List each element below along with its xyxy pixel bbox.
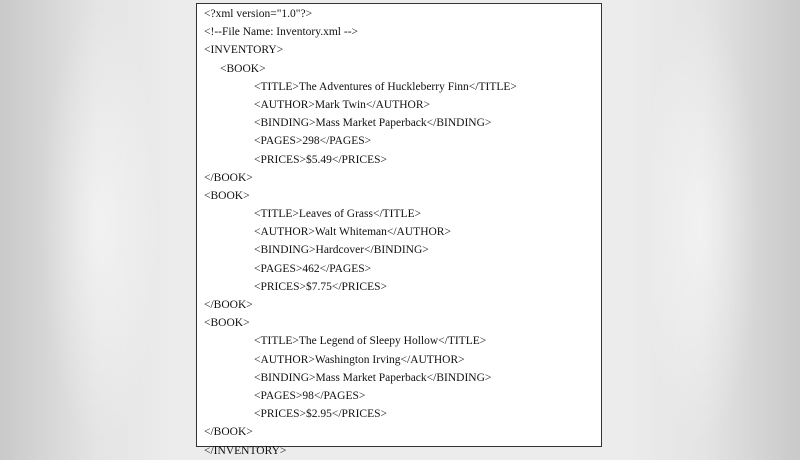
inventory-open-tag: <INVENTORY>	[204, 44, 284, 57]
book-open-tag: <BOOK>	[204, 189, 250, 202]
author-line: <AUTHOR>Walt Whiteman</AUTHOR>	[254, 226, 451, 239]
background-blur-left	[40, 0, 160, 450]
inventory-close-tag: </INVENTORY>	[204, 444, 287, 457]
pages-line: <PAGES>462</PAGES>	[254, 262, 372, 275]
author-line: <AUTHOR>Mark Twin</AUTHOR>	[254, 98, 431, 111]
binding-line: <BINDING>Mass Market Paperback</BINDING>	[254, 117, 492, 130]
background-blur-right	[640, 0, 760, 450]
prices-line: <PRICES>$7.75</PRICES>	[254, 280, 387, 293]
binding-line: <BINDING>Mass Market Paperback</BINDING>	[254, 371, 492, 384]
title-line: <TITLE>The Legend of Sleepy Hollow</TITLE>	[254, 335, 487, 348]
book-close-tag: </BOOK>	[204, 171, 253, 184]
book-close-tag: </BOOK>	[204, 426, 253, 439]
book-close-tag: </BOOK>	[204, 299, 253, 311]
binding-line: <BINDING>Hardcover</BINDING>	[254, 244, 429, 257]
book-open-tag: <BOOK>	[220, 62, 266, 75]
xml-document-panel	[196, 3, 602, 457]
pages-line: <PAGES>98</PAGES>	[254, 389, 366, 402]
title-line: <TITLE>The Adventures of Huckleberry Finn</TITLE>	[254, 80, 517, 93]
book-open-tag: <BOOK>	[204, 317, 250, 330]
pages-line: <PAGES>298</PAGES>	[254, 135, 372, 148]
xml-declaration-line: <?xml version="1.0"?>	[204, 8, 313, 20]
xml-comment-line: <!--File Name: Inventory.xml -->	[204, 26, 359, 39]
title-line: <TITLE>Leaves of Grass</TITLE>	[254, 208, 422, 221]
author-line: <AUTHOR>Washington Irving</AUTHOR>	[254, 353, 465, 366]
prices-line: <PRICES>$2.95</PRICES>	[254, 408, 387, 421]
prices-line: <PRICES>$5.49</PRICES>	[254, 153, 387, 166]
